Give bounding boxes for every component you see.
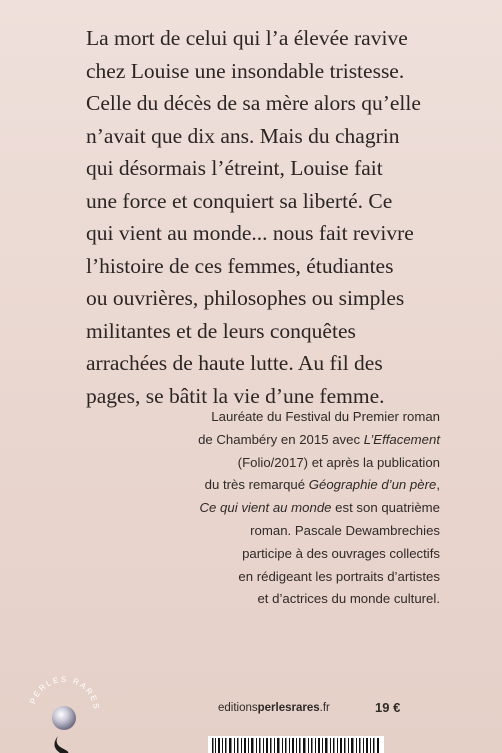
blurb-line: qui vient au monde... nous fait revivre xyxy=(86,221,414,245)
publisher-logo xyxy=(24,662,104,753)
pearl-icon xyxy=(52,706,76,730)
book-title-current: Ce qui vient au monde xyxy=(199,500,332,516)
site-suffix: .fr xyxy=(319,702,330,714)
book-title-geographie: Géographie d’un père xyxy=(308,477,437,493)
blurb-line: chez Louise une insondable tristesse. xyxy=(86,58,405,83)
price-label: 19 € xyxy=(375,700,401,715)
blurb-text xyxy=(86,22,486,412)
bio-line: (Folio/2017) et après la publication xyxy=(237,454,440,470)
bio-line: participe à des ouvrages collectifs xyxy=(242,545,440,561)
barcode xyxy=(208,736,384,753)
bio-line: roman. Pascale Dewambrechies xyxy=(250,522,440,538)
bio-line xyxy=(120,497,440,520)
logo-stroke xyxy=(54,736,68,753)
blurb-line: l’histoire de ces femmes, étudiantes xyxy=(86,253,394,278)
bio-text: du très remarqué xyxy=(204,477,309,493)
blurb-line: qui désormais l’étreint, Louise fait xyxy=(86,156,383,180)
blurb-line: pages, se bâtit la vie d’une femme. xyxy=(86,383,385,408)
bio-line: en rédigeant les portraits d’artistes xyxy=(238,568,440,584)
blurb-line: ou ouvrières, philosophes ou simples xyxy=(86,286,405,310)
book-title-effacement: L’Effacement xyxy=(363,431,440,447)
bio-text: , xyxy=(436,477,440,493)
site-prefix: editions xyxy=(218,702,258,714)
bio-line xyxy=(120,429,440,452)
logo-text: PERLES RARES xyxy=(28,674,102,712)
author-bio xyxy=(120,406,440,611)
blurb-line: n’avait que dix ans. Mais du chagrin xyxy=(86,123,400,148)
bio-line: et d’actrices du monde culturel. xyxy=(257,591,440,607)
site-brand: perlesrares xyxy=(257,702,320,714)
bio-text: est son quatrième xyxy=(331,500,440,516)
blurb-line: une force et conquiert sa liberté. Ce xyxy=(86,188,393,213)
bio-line: Lauréate du Festival du Premier roman xyxy=(211,409,440,424)
blurb-line: arrachées de haute lutte. Au fil des xyxy=(86,351,383,375)
blurb-line: Celle du décès de sa mère alors qu’elle xyxy=(86,91,421,115)
blurb-line: La mort de celui qui l’a élevée ravive xyxy=(86,26,408,50)
bio-text: de Chambéry en 2015 avec xyxy=(198,431,364,447)
blurb-line: militantes et de leurs conquêtes xyxy=(86,318,356,343)
barcode-bars xyxy=(212,738,379,753)
publisher-website xyxy=(218,702,330,714)
bio-line xyxy=(120,474,440,497)
